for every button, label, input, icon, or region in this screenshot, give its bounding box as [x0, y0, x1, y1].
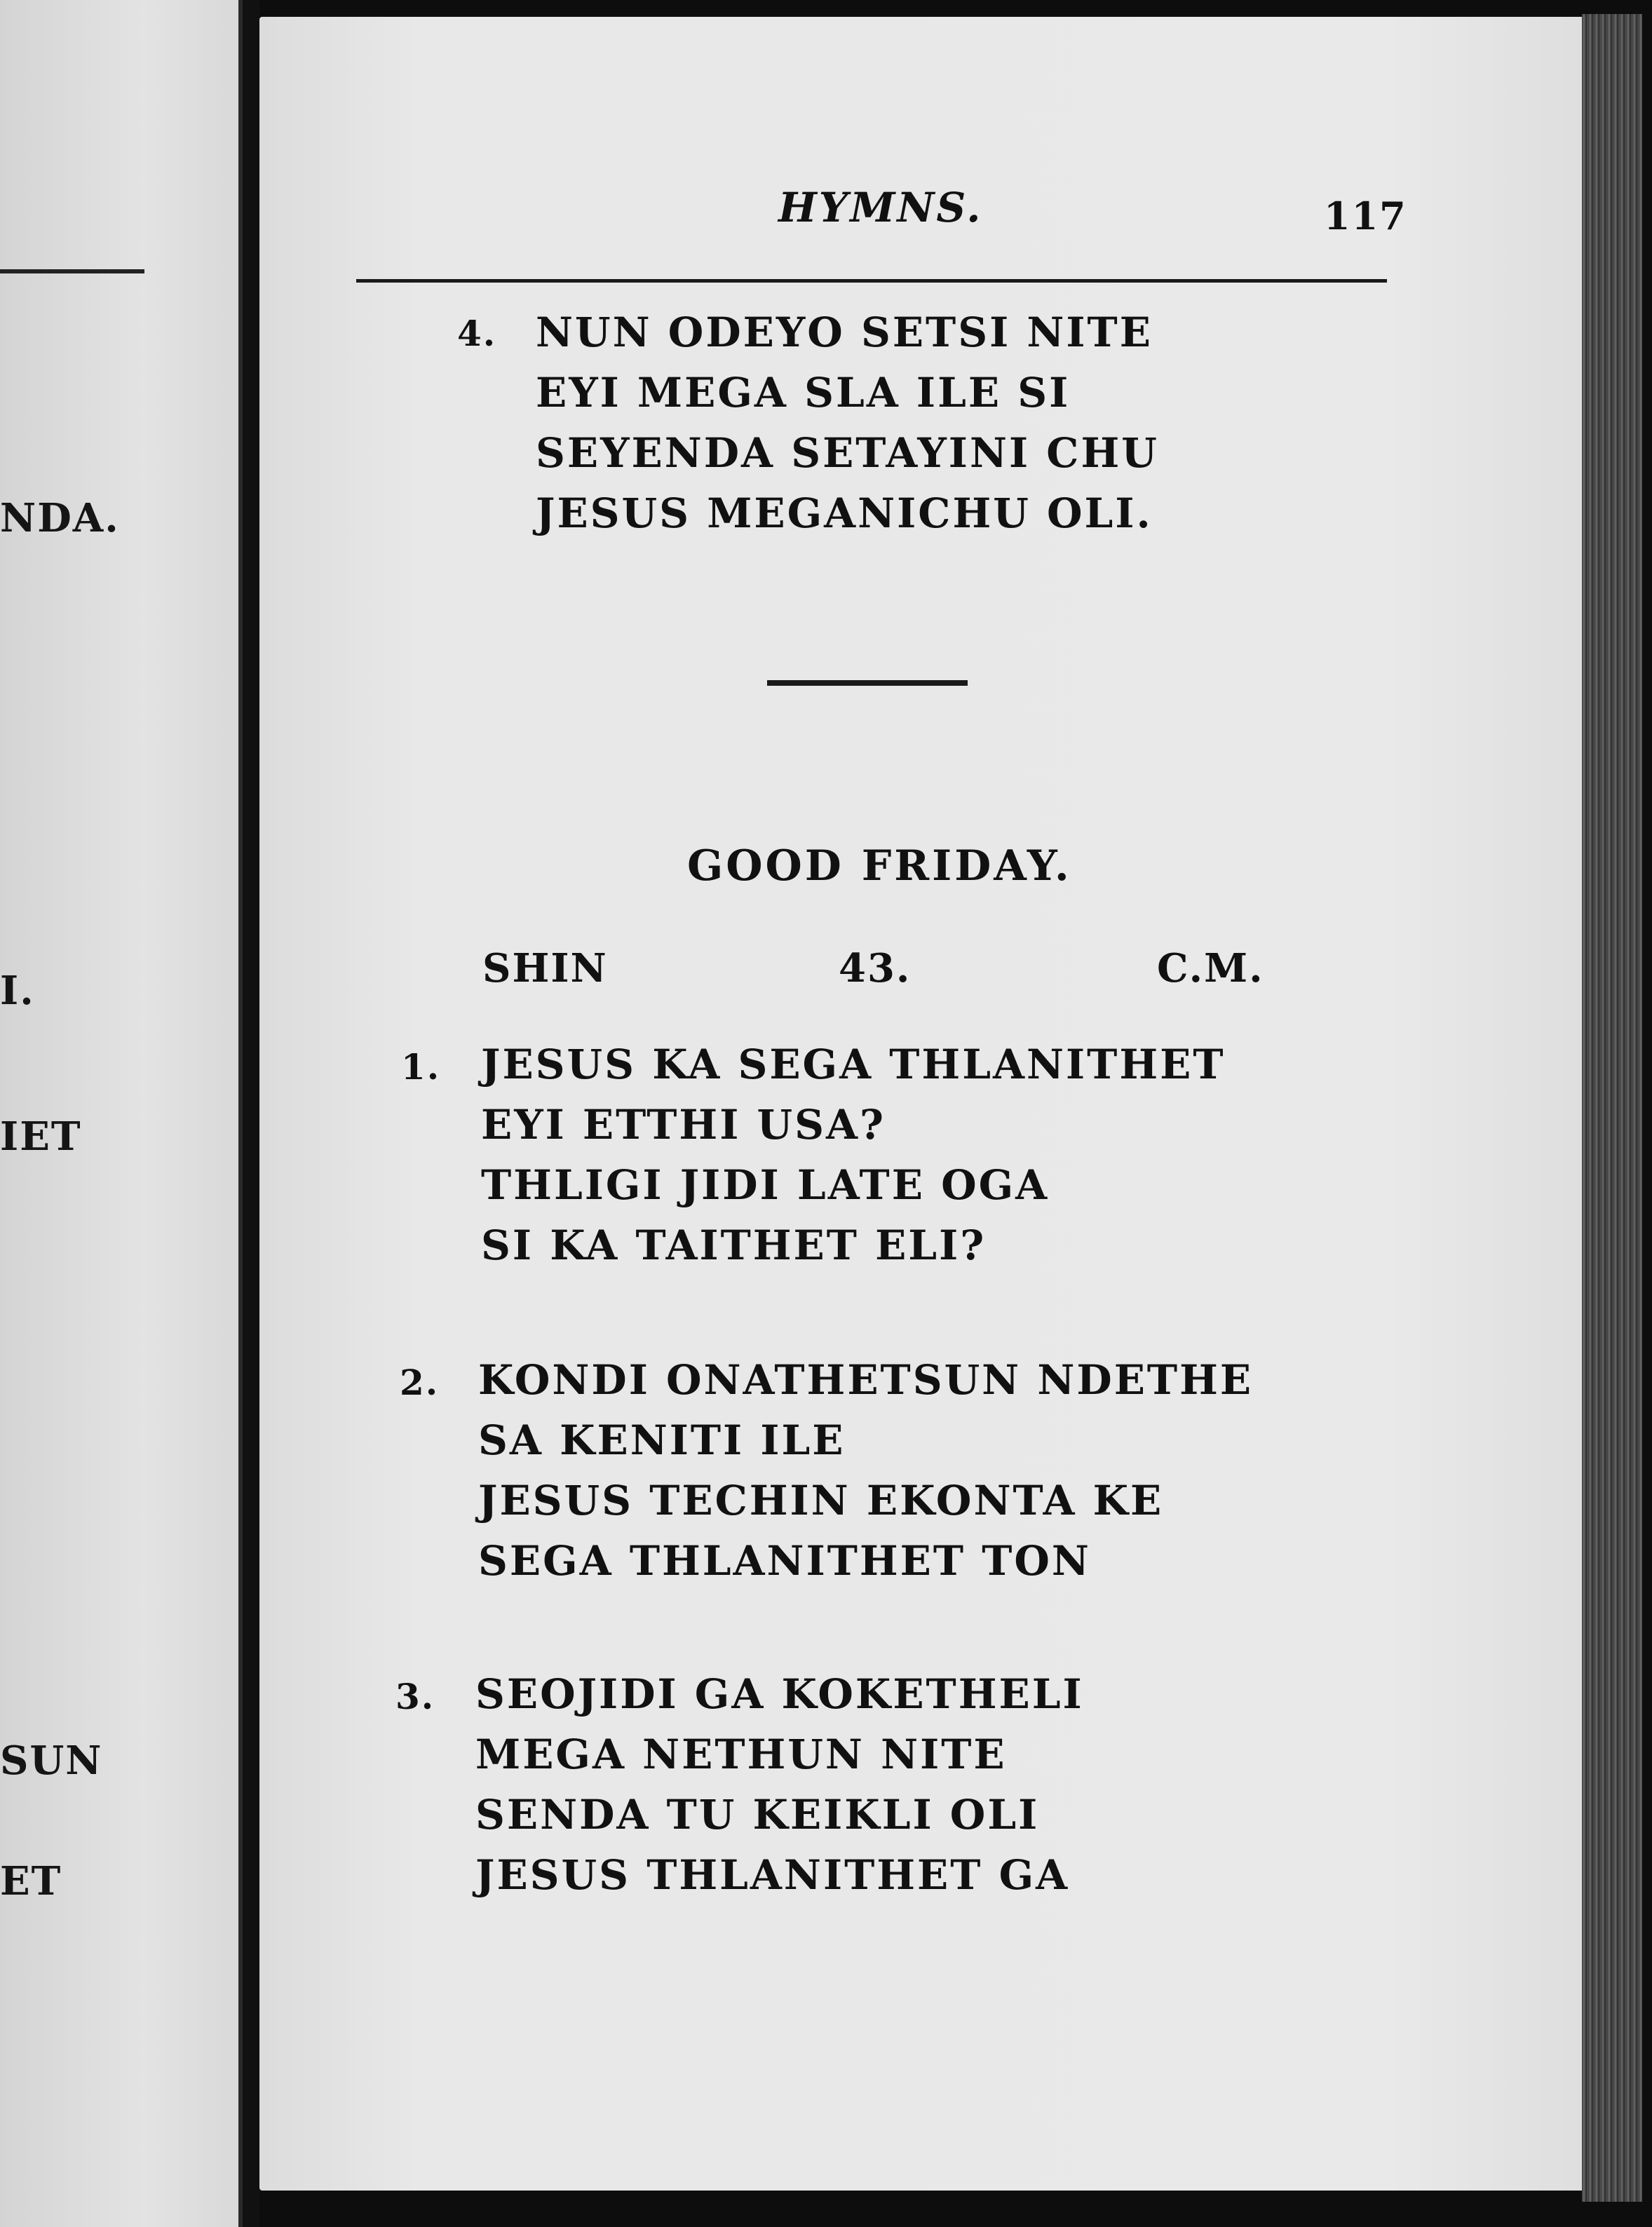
verse-line: THLIGI JIDI LATE OGA [481, 1161, 1050, 1209]
left-page-rule [0, 269, 144, 273]
tune-name: SHIN [482, 945, 608, 991]
verse-line: JESUS TECHIN EKONTA KE [478, 1477, 1164, 1524]
section-title: GOOD FRIDAY. [687, 841, 1072, 891]
verse-line: JESUS KA SEGA THLANITHET [481, 1041, 1226, 1088]
verse-line: KONDI ONATHETSUN NDETHE [478, 1356, 1254, 1404]
verse-line: SEGA THLANITHET TON [478, 1537, 1091, 1585]
verse-number: 3. [395, 1676, 435, 1717]
header-rule [356, 279, 1387, 283]
verse-line: EYI ETTHI USA? [481, 1101, 886, 1149]
page-number: 117 [1324, 194, 1407, 238]
section-divider [767, 680, 968, 686]
verse-number: 1. [401, 1046, 441, 1088]
verse-number: 4. [457, 313, 497, 354]
verse-number: 2. [400, 1362, 440, 1403]
book-gutter [243, 0, 259, 2227]
verse-line: JESUS THLANITHET GA [475, 1851, 1070, 1899]
left-fragment: NDA. [0, 495, 120, 541]
verse-line: SENDA TU KEIKLI OLI [475, 1791, 1040, 1839]
left-facing-page [0, 0, 243, 2227]
verse-line: EYI MEGA SLA ILE SI [536, 369, 1071, 417]
left-fragment: IET [0, 1114, 82, 1160]
verse-line: SA KENITI ILE [478, 1416, 846, 1464]
page-edges [1582, 14, 1642, 2202]
hymn-number: 43. [839, 945, 912, 991]
verse-line: SI KA TAITHET ELI? [481, 1221, 987, 1269]
left-fragment: ET [0, 1858, 62, 1904]
verse-line: JESUS MEGANICHU OLI. [536, 489, 1153, 537]
verse-line: SEYENDA SETAYINI CHU [536, 429, 1159, 477]
left-fragment: I. [0, 968, 35, 1014]
left-fragment: SUN [0, 1738, 103, 1784]
verse-line: SEOJIDI GA KOKETHELI [475, 1670, 1084, 1718]
verse-line: NUN ODEYO SETSI NITE [536, 309, 1153, 356]
hymn-meter: C.M. [1157, 945, 1264, 991]
verse-line: MEGA NETHUN NITE [475, 1731, 1007, 1778]
running-head: HYMNS. [778, 184, 983, 231]
